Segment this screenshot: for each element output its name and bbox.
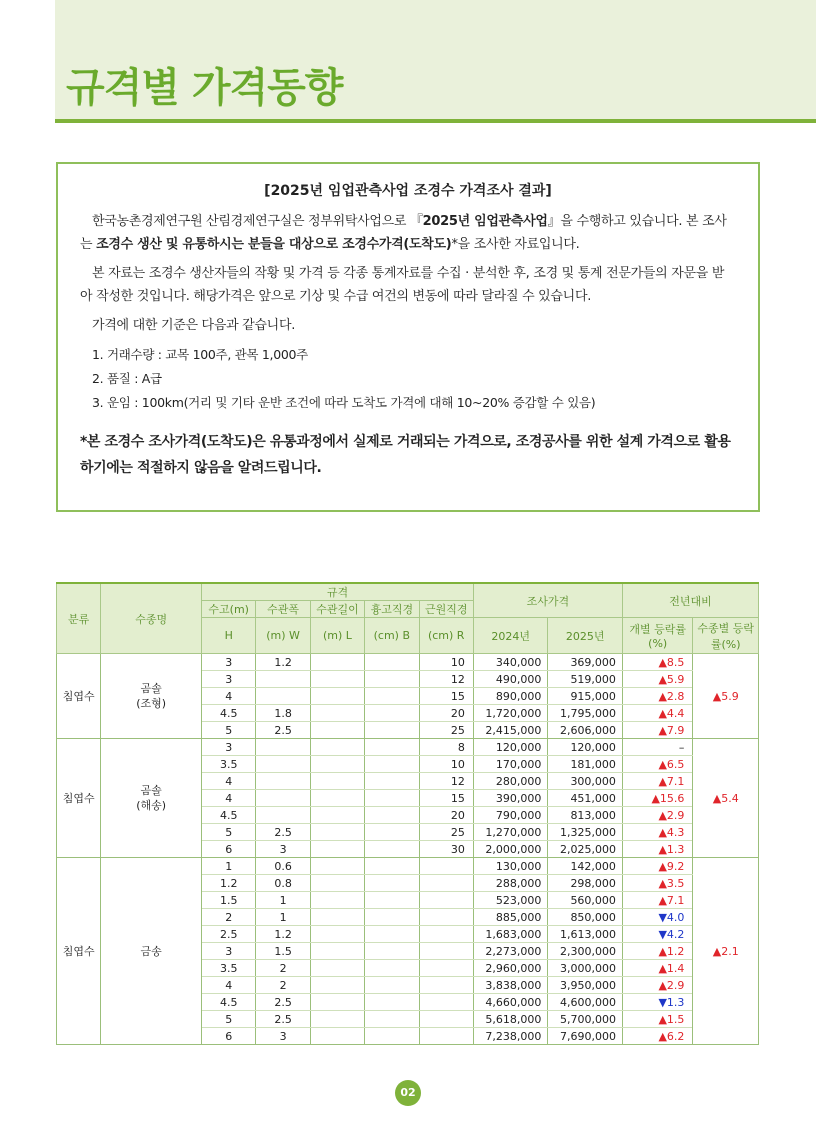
length-cell [310, 1028, 364, 1045]
height-cell: 4.5 [202, 807, 256, 824]
header-w-unit: (m) W [256, 618, 310, 654]
p1-bold-project: 2025년 임업관측사업 [422, 214, 548, 229]
indiv-rate-cell: – [622, 739, 692, 756]
length-cell [310, 722, 364, 739]
price-2025-cell: 2,025,000 [548, 841, 623, 858]
indiv-rate-cell: ▲2.9 [622, 807, 692, 824]
table-row [57, 739, 759, 756]
table-body [57, 654, 759, 1045]
price-2025-cell: 519,000 [548, 671, 623, 688]
price-2024-cell: 120,000 [473, 739, 548, 756]
breast-cell [365, 807, 419, 824]
height-cell: 3 [202, 671, 256, 688]
indiv-rate-cell: ▲5.9 [622, 671, 692, 688]
indiv-rate-cell: ▲7.1 [622, 892, 692, 909]
price-2024-cell: 3,838,000 [473, 977, 548, 994]
height-cell: 4 [202, 688, 256, 705]
root-cell: 12 [419, 671, 473, 688]
breast-cell [365, 1011, 419, 1028]
header-rule [55, 119, 816, 123]
height-cell: 5 [202, 824, 256, 841]
category-cell: 침엽수 [57, 739, 101, 858]
notice-warning: *본 조경수 조사가격(도착도)은 유통과정에서 실제로 거래되는 가격으로, 조경공사를 위한 설계 가격으로 활용하기에는 적절하지 않음을 알려드립니다. [80, 434, 731, 476]
price-2024-cell: 4,660,000 [473, 994, 548, 1011]
root-cell: 15 [419, 790, 473, 807]
breast-cell [365, 858, 419, 875]
root-cell [419, 977, 473, 994]
root-cell: 25 [419, 824, 473, 841]
indiv-rate-cell: ▲4.4 [622, 705, 692, 722]
price-2025-cell: 1,613,000 [548, 926, 623, 943]
indiv-rate-cell: ▲1.2 [622, 943, 692, 960]
breast-cell [365, 1028, 419, 1045]
length-cell [310, 807, 364, 824]
root-cell: 20 [419, 705, 473, 722]
root-cell: 12 [419, 773, 473, 790]
length-cell [310, 739, 364, 756]
width-cell: 2.5 [256, 994, 310, 1011]
root-cell [419, 909, 473, 926]
price-2024-cell: 2,960,000 [473, 960, 548, 977]
header-breast: 흉고직경 [365, 601, 419, 618]
width-cell [256, 739, 310, 756]
root-cell: 15 [419, 688, 473, 705]
price-2025-cell: 5,700,000 [548, 1011, 623, 1028]
height-cell: 3 [202, 654, 256, 671]
height-cell: 1.2 [202, 875, 256, 892]
notice-paragraph-3: 가격에 대한 기준은 다음과 같습니다. [92, 318, 296, 333]
length-cell [310, 841, 364, 858]
height-cell: 6 [202, 841, 256, 858]
width-cell: 1.2 [256, 654, 310, 671]
indiv-rate-cell: ▲7.1 [622, 773, 692, 790]
indiv-rate-cell: ▲3.5 [622, 875, 692, 892]
indiv-rate-cell: ▲8.5 [622, 654, 692, 671]
header-b-unit: (cm) B [365, 618, 419, 654]
width-cell [256, 756, 310, 773]
breast-cell [365, 790, 419, 807]
price-2025-cell: 7,690,000 [548, 1028, 623, 1045]
width-cell: 1.2 [256, 926, 310, 943]
width-cell: 1 [256, 909, 310, 926]
header-category: 분류 [57, 583, 101, 654]
header-indiv-rate: 개별 등락률(%) [622, 618, 692, 654]
indiv-rate-cell: ▲1.4 [622, 960, 692, 977]
criteria-item: 3. 운임 : 100km(거리 및 기타 운반 조건에 따라 도착도 가격에 대해 10~20% 증감할 수 있음) [92, 395, 596, 410]
breast-cell [365, 671, 419, 688]
notice-title: [2025년 임업관측사업 조경수 가격조사 결과] [264, 183, 552, 199]
width-cell: 2.5 [256, 722, 310, 739]
height-cell: 2.5 [202, 926, 256, 943]
length-cell [310, 943, 364, 960]
width-cell: 3 [256, 1028, 310, 1045]
price-2024-cell: 490,000 [473, 671, 548, 688]
indiv-rate-cell: ▲9.2 [622, 858, 692, 875]
breast-cell [365, 841, 419, 858]
indiv-rate-cell: ▲2.9 [622, 977, 692, 994]
breast-cell [365, 943, 419, 960]
breast-cell [365, 705, 419, 722]
header-h-unit: H [202, 618, 256, 654]
breast-cell [365, 960, 419, 977]
length-cell [310, 875, 364, 892]
price-2025-cell: 369,000 [548, 654, 623, 671]
price-2025-cell: 813,000 [548, 807, 623, 824]
header-width: 수관폭 [256, 601, 310, 618]
indiv-rate-cell: ▼4.2 [622, 926, 692, 943]
price-2024-cell: 523,000 [473, 892, 548, 909]
length-cell [310, 654, 364, 671]
width-cell [256, 807, 310, 824]
root-cell: 8 [419, 739, 473, 756]
breast-cell [365, 824, 419, 841]
species-cell: 금송 [101, 858, 202, 1045]
price-2025-cell: 451,000 [548, 790, 623, 807]
length-cell [310, 671, 364, 688]
breast-cell [365, 977, 419, 994]
height-cell: 4.5 [202, 705, 256, 722]
species-cell: 곰솔 (해송) [101, 739, 202, 858]
width-cell: 1.8 [256, 705, 310, 722]
root-cell [419, 994, 473, 1011]
table-header [57, 583, 759, 654]
price-2025-cell: 560,000 [548, 892, 623, 909]
p1-text-e: *을 조사한 자료입니다. [451, 237, 580, 252]
header-2024: 2024년 [473, 618, 548, 654]
width-cell: 3 [256, 841, 310, 858]
length-cell [310, 705, 364, 722]
root-cell: 20 [419, 807, 473, 824]
indiv-rate-cell: ▲4.3 [622, 824, 692, 841]
header-species: 수종명 [101, 583, 202, 654]
header-2025: 2025년 [548, 618, 623, 654]
length-cell [310, 977, 364, 994]
price-2024-cell: 5,618,000 [473, 1011, 548, 1028]
price-2025-cell: 298,000 [548, 875, 623, 892]
root-cell: 10 [419, 756, 473, 773]
price-2024-cell: 1,270,000 [473, 824, 548, 841]
price-2024-cell: 2,273,000 [473, 943, 548, 960]
price-2025-cell: 120,000 [548, 739, 623, 756]
width-cell: 2 [256, 960, 310, 977]
root-cell [419, 858, 473, 875]
root-cell [419, 875, 473, 892]
width-cell [256, 790, 310, 807]
price-2025-cell: 915,000 [548, 688, 623, 705]
price-2025-cell: 2,606,000 [548, 722, 623, 739]
breast-cell [365, 688, 419, 705]
height-cell: 4.5 [202, 994, 256, 1011]
header-spec: 규격 [202, 583, 474, 601]
breast-cell [365, 892, 419, 909]
price-2025-cell: 850,000 [548, 909, 623, 926]
breast-cell [365, 654, 419, 671]
criteria-item: 1. 거래수량 : 교목 100주, 관목 1,000주 [92, 347, 308, 362]
height-cell: 3.5 [202, 756, 256, 773]
length-cell [310, 909, 364, 926]
indiv-rate-cell: ▲7.9 [622, 722, 692, 739]
table-row [57, 654, 759, 671]
width-cell: 0.8 [256, 875, 310, 892]
price-2024-cell: 7,238,000 [473, 1028, 548, 1045]
price-2025-cell: 181,000 [548, 756, 623, 773]
length-cell [310, 1011, 364, 1028]
length-cell [310, 773, 364, 790]
width-cell: 0.6 [256, 858, 310, 875]
header-height: 수고(m) [202, 601, 256, 618]
width-cell: 1.5 [256, 943, 310, 960]
species-rate-cell: ▲5.9 [693, 654, 759, 739]
price-2024-cell: 170,000 [473, 756, 548, 773]
p1-text-a: 한국농촌경제연구원 산림경제연구실은 정부위탁사업으로 『 [92, 214, 423, 229]
indiv-rate-cell: ▲1.5 [622, 1011, 692, 1028]
header-root: 근원직경 [419, 601, 473, 618]
breast-cell [365, 909, 419, 926]
category-cell: 침엽수 [57, 654, 101, 739]
price-2025-cell: 3,950,000 [548, 977, 623, 994]
header-l-unit: (m) L [310, 618, 364, 654]
page-title: 규격별 가격동향 [66, 65, 343, 111]
price-2024-cell: 130,000 [473, 858, 548, 875]
price-2024-cell: 885,000 [473, 909, 548, 926]
breast-cell [365, 994, 419, 1011]
indiv-rate-cell: ▲6.5 [622, 756, 692, 773]
length-cell [310, 960, 364, 977]
height-cell: 4 [202, 790, 256, 807]
indiv-rate-cell: ▲6.2 [622, 1028, 692, 1045]
width-cell: 2.5 [256, 1011, 310, 1028]
header-price: 조사가격 [473, 583, 622, 618]
price-2025-cell: 1,325,000 [548, 824, 623, 841]
length-cell [310, 892, 364, 909]
price-2024-cell: 2,000,000 [473, 841, 548, 858]
breast-cell [365, 773, 419, 790]
species-cell: 곰솔 (조형) [101, 654, 202, 739]
notice-paragraph-1 [80, 210, 736, 256]
price-2025-cell: 1,795,000 [548, 705, 623, 722]
price-table [56, 582, 759, 1045]
height-cell: 1.5 [202, 892, 256, 909]
root-cell [419, 960, 473, 977]
species-rate-cell: ▲5.4 [693, 739, 759, 858]
height-cell: 3 [202, 739, 256, 756]
breast-cell [365, 722, 419, 739]
height-cell: 4 [202, 773, 256, 790]
price-2025-cell: 2,300,000 [548, 943, 623, 960]
price-2024-cell: 890,000 [473, 688, 548, 705]
header-yoy: 전년대비 [622, 583, 758, 618]
notice-box [56, 162, 760, 512]
price-2024-cell: 340,000 [473, 654, 548, 671]
height-cell: 3 [202, 943, 256, 960]
criteria-item: 2. 품질 : A급 [92, 371, 162, 386]
species-rate-cell: ▲2.1 [693, 858, 759, 1045]
length-cell [310, 858, 364, 875]
price-2025-cell: 300,000 [548, 773, 623, 790]
width-cell: 2.5 [256, 824, 310, 841]
width-cell [256, 773, 310, 790]
indiv-rate-cell: ▲15.6 [622, 790, 692, 807]
width-cell: 1 [256, 892, 310, 909]
indiv-rate-cell: ▼1.3 [622, 994, 692, 1011]
price-2025-cell: 142,000 [548, 858, 623, 875]
length-cell [310, 756, 364, 773]
category-cell: 침엽수 [57, 858, 101, 1045]
root-cell [419, 943, 473, 960]
price-2024-cell: 288,000 [473, 875, 548, 892]
breast-cell [365, 926, 419, 943]
root-cell: 25 [419, 722, 473, 739]
width-cell [256, 688, 310, 705]
p1-text-c: 』을 수행하고 있습니다. 본 조사는 [80, 214, 727, 252]
height-cell: 2 [202, 909, 256, 926]
header-species-rate: 수종별 등락률(%) [693, 618, 759, 654]
width-cell [256, 671, 310, 688]
header-r-unit: (cm) R [419, 618, 473, 654]
length-cell [310, 824, 364, 841]
root-cell: 30 [419, 841, 473, 858]
price-2024-cell: 1,720,000 [473, 705, 548, 722]
breast-cell [365, 739, 419, 756]
indiv-rate-cell: ▲2.8 [622, 688, 692, 705]
length-cell [310, 926, 364, 943]
height-cell: 5 [202, 722, 256, 739]
breast-cell [365, 875, 419, 892]
indiv-rate-cell: ▲1.3 [622, 841, 692, 858]
width-cell: 2 [256, 977, 310, 994]
price-2024-cell: 790,000 [473, 807, 548, 824]
page-number-badge: 02 [395, 1080, 421, 1106]
height-cell: 1 [202, 858, 256, 875]
height-cell: 6 [202, 1028, 256, 1045]
price-2024-cell: 2,415,000 [473, 722, 548, 739]
price-2024-cell: 280,000 [473, 773, 548, 790]
length-cell [310, 790, 364, 807]
length-cell [310, 688, 364, 705]
height-cell: 4 [202, 977, 256, 994]
root-cell: 10 [419, 654, 473, 671]
root-cell [419, 1011, 473, 1028]
header-length: 수관길이 [310, 601, 364, 618]
price-2025-cell: 3,000,000 [548, 960, 623, 977]
root-cell [419, 926, 473, 943]
breast-cell [365, 756, 419, 773]
indiv-rate-cell: ▼4.0 [622, 909, 692, 926]
height-cell: 5 [202, 1011, 256, 1028]
table-row [57, 858, 759, 875]
root-cell [419, 892, 473, 909]
price-2025-cell: 4,600,000 [548, 994, 623, 1011]
length-cell [310, 994, 364, 1011]
height-cell: 3.5 [202, 960, 256, 977]
price-2024-cell: 390,000 [473, 790, 548, 807]
root-cell [419, 1028, 473, 1045]
notice-paragraph-2: 본 자료는 조경수 생산자들의 작황 및 가격 등 각종 통계자료를 수집 · 분석한 후, 조경 및 통계 전문가들의 자문을 받아 작성한 것입니다. 해당가격은 앞으로 기상 및 수급 여건의 변동에 따라 달라질 수 있습니다. [80, 266, 725, 304]
price-2024-cell: 1,683,000 [473, 926, 548, 943]
p1-bold-target: 조경수 생산 및 유통하시는 분들을 대상으로 조경수가격(도착도) [96, 237, 452, 252]
